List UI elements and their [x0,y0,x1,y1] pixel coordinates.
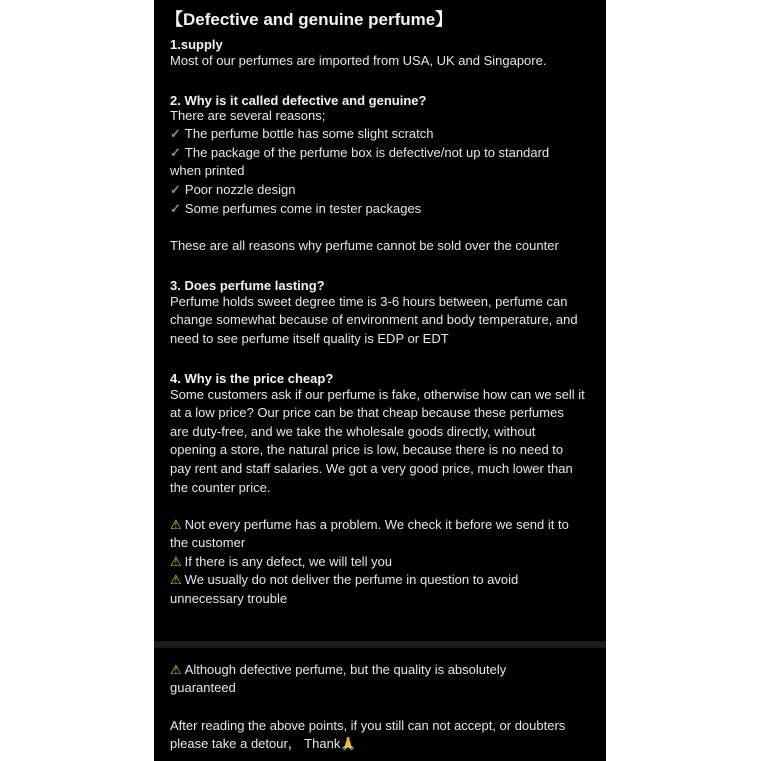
reason-item [170,200,421,218]
warning-text: Although defective perfume, but the quality is absolutely [184,662,507,677]
reason-text: Some perfumes come in tester packages [184,201,422,216]
reason-text: Poor nozzle design [184,182,296,197]
closing-text: After reading the above points, if you still can not accept, or doubters [170,718,566,733]
reason-item [170,125,433,143]
lasting-text: change somewhat because of environment and body temperature, and [170,312,578,327]
warning-text-cont: the customer [170,535,246,550]
price-text: are duty-free, and we take the wholesale goods directly, without [170,424,536,439]
page-title: 【Defective and genuine perfume】 [166,10,453,29]
warning-item [170,516,569,534]
reason-text: The package of the perfume box is defective/not up to standard [184,145,550,160]
price-text: the counter price. [170,480,271,495]
praying-hands-icon: 🙏 [340,736,357,751]
warning-icon: ⚠ [170,517,182,532]
supply-text: Most of our perfumes are imported from USA, UK and Singapore. [170,53,547,68]
lasting-text: Perfume holds sweet degree time is 3-6 hours between, perfume can [170,294,568,309]
price-text: Some customers ask if our perfume is fake, otherwise how can we sell it [170,387,585,402]
warning-text: If there is any defect, we will tell you [184,554,393,569]
price-text: pay rent and staff salaries. We got a very good price, much lower than [170,461,573,476]
warning-icon: ⚠ [170,554,182,569]
closing-text-line: please take a detour， Thank [170,736,341,751]
warning-item [170,553,392,571]
warning-text: Not every perfume has a problem. We check it before we send it to [184,517,569,532]
check-icon: ✓ [170,126,181,141]
section-why-heading: 2. Why is it called defective and genuine? [170,93,427,108]
quality-warning [170,661,506,679]
reasons-summary: These are all reasons why perfume cannot be sold over the counter [170,238,559,253]
section-divider [154,641,606,648]
warning-icon: ⚠ [170,662,182,677]
section-supply-heading: 1.supply [170,37,223,52]
price-text: at a low price? Our price can be that cheap because these perfumes [170,405,564,420]
reason-item [170,144,549,162]
warning-item [170,571,518,589]
price-text: opening a store, the natural price is low, because there is no need to [170,442,564,457]
check-icon: ✓ [170,145,181,160]
lasting-text: need to see perfume itself quality is EDP or EDT [170,331,449,346]
reason-text: The perfume bottle has some slight scratch [184,126,434,141]
closing-text [170,735,357,753]
check-icon: ✓ [170,201,181,216]
section-lasting-heading: 3. Does perfume lasting? [170,278,325,293]
reason-item [170,181,295,199]
warning-icon: ⚠ [170,572,182,587]
why-intro: There are several reasons; [170,108,326,123]
warning-text: We usually do not deliver the perfume in question to avoid [184,572,519,587]
check-icon: ✓ [170,182,181,197]
reason-text-cont: when printed [170,163,245,178]
warning-text-cont: unnecessary trouble [170,591,288,606]
section-price-heading: 4. Why is the price cheap? [170,371,334,386]
quality-warning-cont: guaranteed [170,680,236,695]
product-description-screen [154,0,606,761]
